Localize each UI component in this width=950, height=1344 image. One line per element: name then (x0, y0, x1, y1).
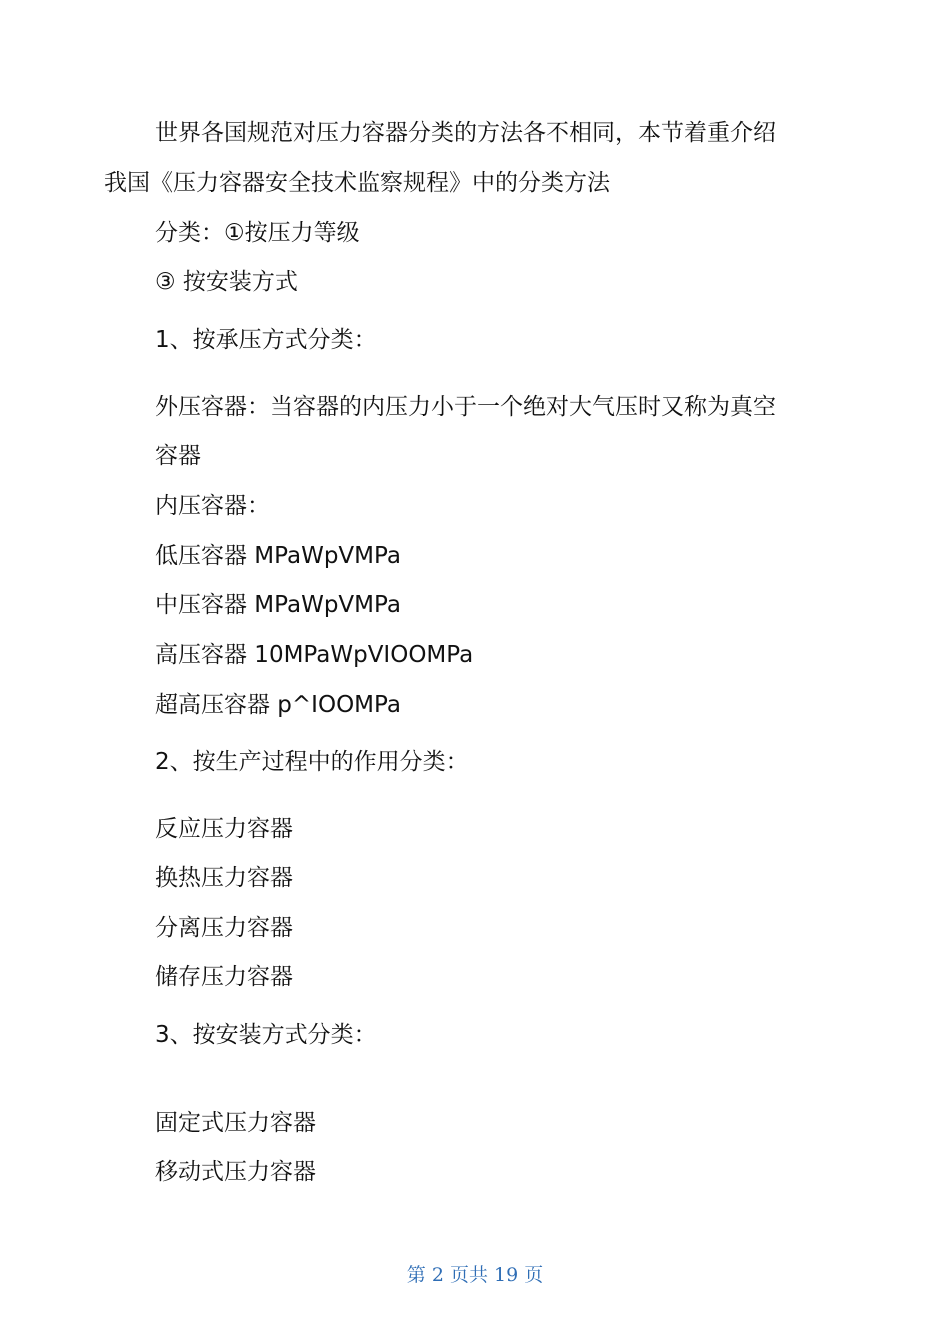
section-3-heading: 3、按安装方式分类： (155, 1022, 377, 1048)
section-1-heading: 1、按承压方式分类： (155, 327, 377, 353)
high-pressure-item: 高压容器 10MPaWpVIOOMPa (155, 642, 474, 668)
reaction-vessel-item: 反应压力容器 (155, 816, 293, 842)
low-pressure-item: 低压容器 MPaWpVMPa (155, 543, 401, 569)
storage-vessel-item: 储存压力容器 (155, 964, 293, 990)
medium-pressure-item: 中压容器 MPaWpVMPa (155, 592, 401, 618)
heat-exchange-vessel-item: 换热压力容器 (155, 865, 293, 891)
internal-pressure-heading: 内压容器： (155, 493, 270, 519)
fixed-vessel-item: 固定式压力容器 (155, 1110, 316, 1136)
mobile-vessel-item: 移动式压力容器 (155, 1159, 316, 1185)
external-pressure-line-1: 外压容器：当容器的内压力小于一个绝对大气压时又称为真空 (155, 394, 776, 420)
classification-line: 分类：①按压力等级 (155, 220, 360, 246)
separation-vessel-item: 分离压力容器 (155, 915, 293, 941)
intro-line-1: 世界各国规范对压力容器分类的方法各不相同，本节着重介绍 (155, 120, 776, 146)
ultra-high-pressure-item: 超高压容器 p^IOOMPa (155, 692, 401, 718)
intro-line-2: 我国《压力容器安全技术监察规程》中的分类方法 (104, 170, 610, 196)
external-pressure-line-2: 容器 (155, 443, 201, 469)
section-2-heading: 2、按生产过程中的作用分类： (155, 749, 469, 775)
page-number-footer: 第 2 页共 19 页 (406, 1264, 544, 1286)
classification-line-3: ③ 按安装方式 (155, 269, 298, 295)
